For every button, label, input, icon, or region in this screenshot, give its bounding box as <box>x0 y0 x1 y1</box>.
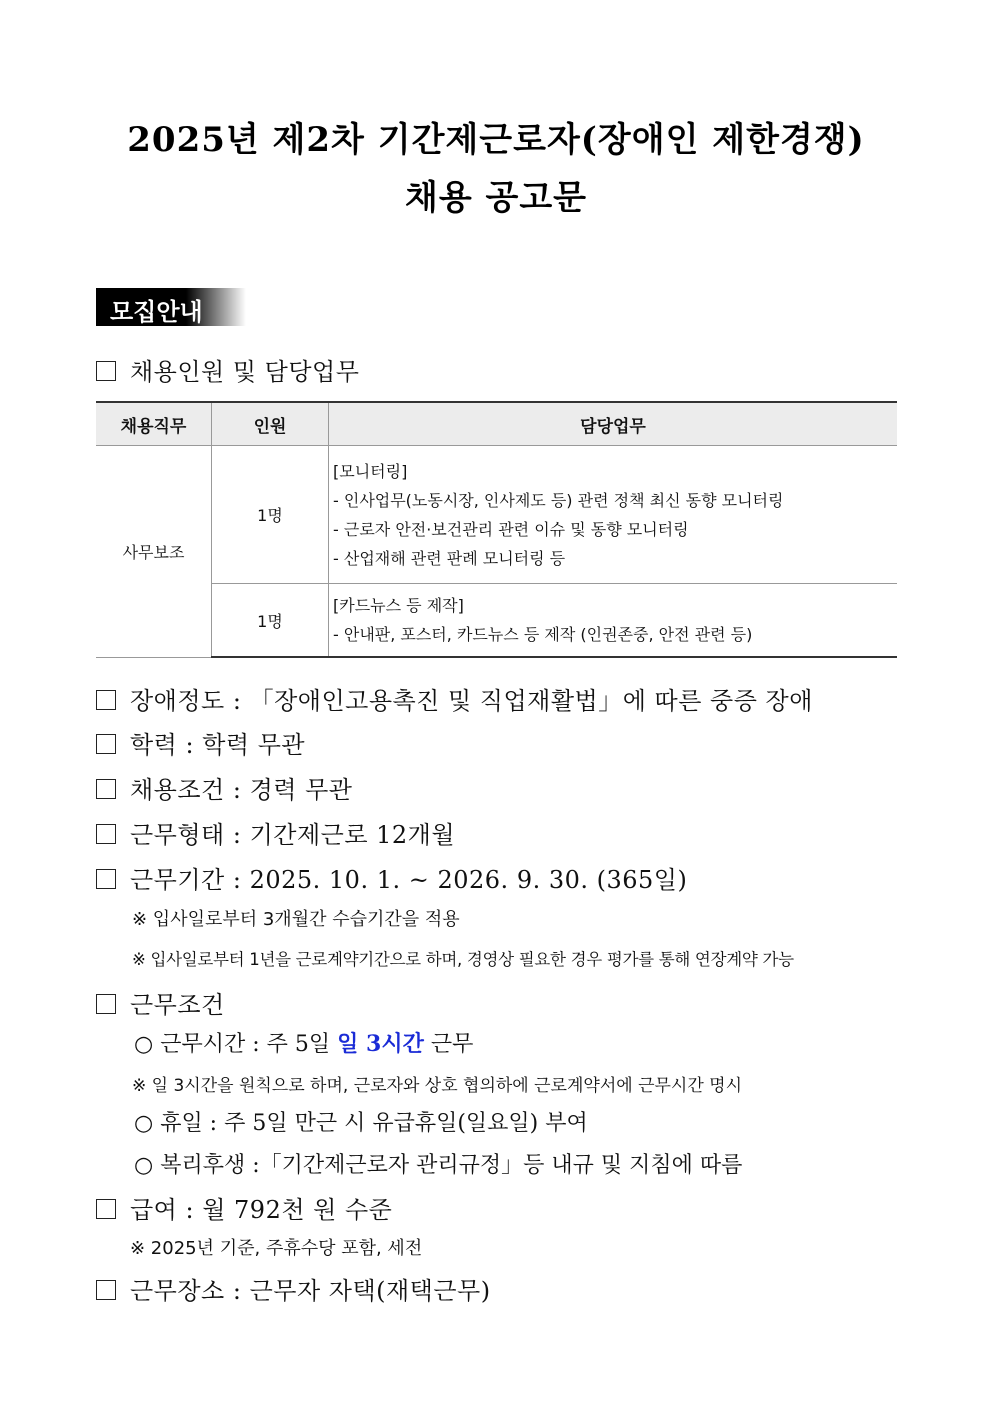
item-place-label: 근무장소 : 근무자 자택(재택근무) <box>130 1277 491 1305</box>
checkbox-icon <box>96 734 116 754</box>
table-row <box>96 446 897 584</box>
checkbox-icon <box>96 361 116 381</box>
table-row <box>96 584 897 658</box>
checkbox-icon <box>96 869 116 889</box>
page-title-line1: 2025년 제2차 기간제근로자(장애인 제한경쟁) <box>127 120 865 160</box>
job-cell: 사무보조 <box>96 446 212 658</box>
period-note-2: ※ 입사일로부터 1년을 근로계약기간으로 하며, 경영상 필요한 경우 평가를 통해 연장계약 가능 <box>132 950 794 969</box>
holiday: ○ 휴일 : 주 5일 만근 시 유급휴일(일요일) 부여 <box>134 1111 588 1136</box>
duty-line: [카드뉴스 등 제작] <box>333 596 464 615</box>
item-condition <box>96 770 352 805</box>
item-disability <box>96 681 813 716</box>
item-type <box>96 815 455 850</box>
item-period <box>96 860 687 895</box>
checkbox-icon <box>96 994 116 1014</box>
item-salary <box>96 1190 392 1225</box>
duties-cell <box>329 446 898 584</box>
work-hours-highlight: 일 3시간 <box>337 1031 424 1057</box>
work-hours-suffix: 근무 <box>430 1032 474 1057</box>
duty-table <box>96 401 897 658</box>
salary-note: ※ 2025년 기준, 주휴수당 포함, 세전 <box>130 1238 423 1259</box>
duty-line: - 안내판, 포스터, 카드뉴스 등 제작 (인권존중, 안전 관련 등) <box>333 625 753 644</box>
header-duties: 담당업무 <box>329 402 898 446</box>
work-hours-prefix: ○ 근무시간 : 주 5일 <box>134 1032 331 1057</box>
checkbox-icon <box>96 1280 116 1300</box>
duty-line: [모니터링] <box>333 461 408 481</box>
item-recruit-label: 채용인원 및 담당업무 <box>130 358 360 386</box>
work-hours <box>134 1027 473 1058</box>
item-work-conditions <box>96 985 225 1020</box>
duty-line: - 인사업무(노동시장, 인사제도 등) 관련 정책 최신 동향 모니터링 <box>333 490 784 510</box>
item-type-label: 근무형태 : 기간제근로 12개월 <box>130 821 456 849</box>
section-badge-label: 모집안내 <box>110 298 203 326</box>
item-condition-label: 채용조건 : 경력 무관 <box>130 776 353 804</box>
item-education <box>96 725 305 760</box>
duty-line: - 근로자 안전·보건관리 관련 이슈 및 동향 모니터링 <box>333 519 689 539</box>
checkbox-icon <box>96 690 116 710</box>
table-header-row <box>96 402 897 446</box>
item-period-label: 근무기간 : 2025. 10. 1. ~ 2026. 9. 30. (365일) <box>130 866 688 894</box>
checkbox-icon <box>96 779 116 799</box>
item-place <box>96 1271 491 1306</box>
duties-cell <box>329 584 898 658</box>
period-note-1: ※ 입사일로부터 3개월간 수습기간을 적용 <box>132 909 460 930</box>
count-cell: 1명 <box>212 446 329 584</box>
welfare: ○ 복리후생 :「기간제근로자 관리규정」등 내규 및 지침에 따름 <box>134 1153 743 1178</box>
item-education-label: 학력 : 학력 무관 <box>130 731 306 759</box>
checkbox-icon <box>96 824 116 844</box>
item-recruit <box>96 352 359 387</box>
header-count: 인원 <box>212 402 329 446</box>
item-salary-label: 급여 : 월 792천 원 수준 <box>130 1196 393 1224</box>
section-badge <box>96 288 246 326</box>
duty-line: - 산업재해 관련 판례 모니터링 등 <box>333 548 566 568</box>
page-title-line2: 채용 공고문 <box>404 178 588 218</box>
work-hours-note: ※ 일 3시간을 원칙으로 하며, 근로자와 상호 협의하에 근로계약서에 근무시간 명시 <box>132 1076 743 1096</box>
count-cell: 1명 <box>212 584 329 658</box>
header-job: 채용직무 <box>96 402 212 446</box>
item-disability-label: 장애정도 : 「장애인고용촉진 및 직업재활법」에 따른 중증 장애 <box>130 687 813 715</box>
checkbox-icon <box>96 1199 116 1219</box>
item-work-conditions-label: 근무조건 <box>130 991 225 1019</box>
